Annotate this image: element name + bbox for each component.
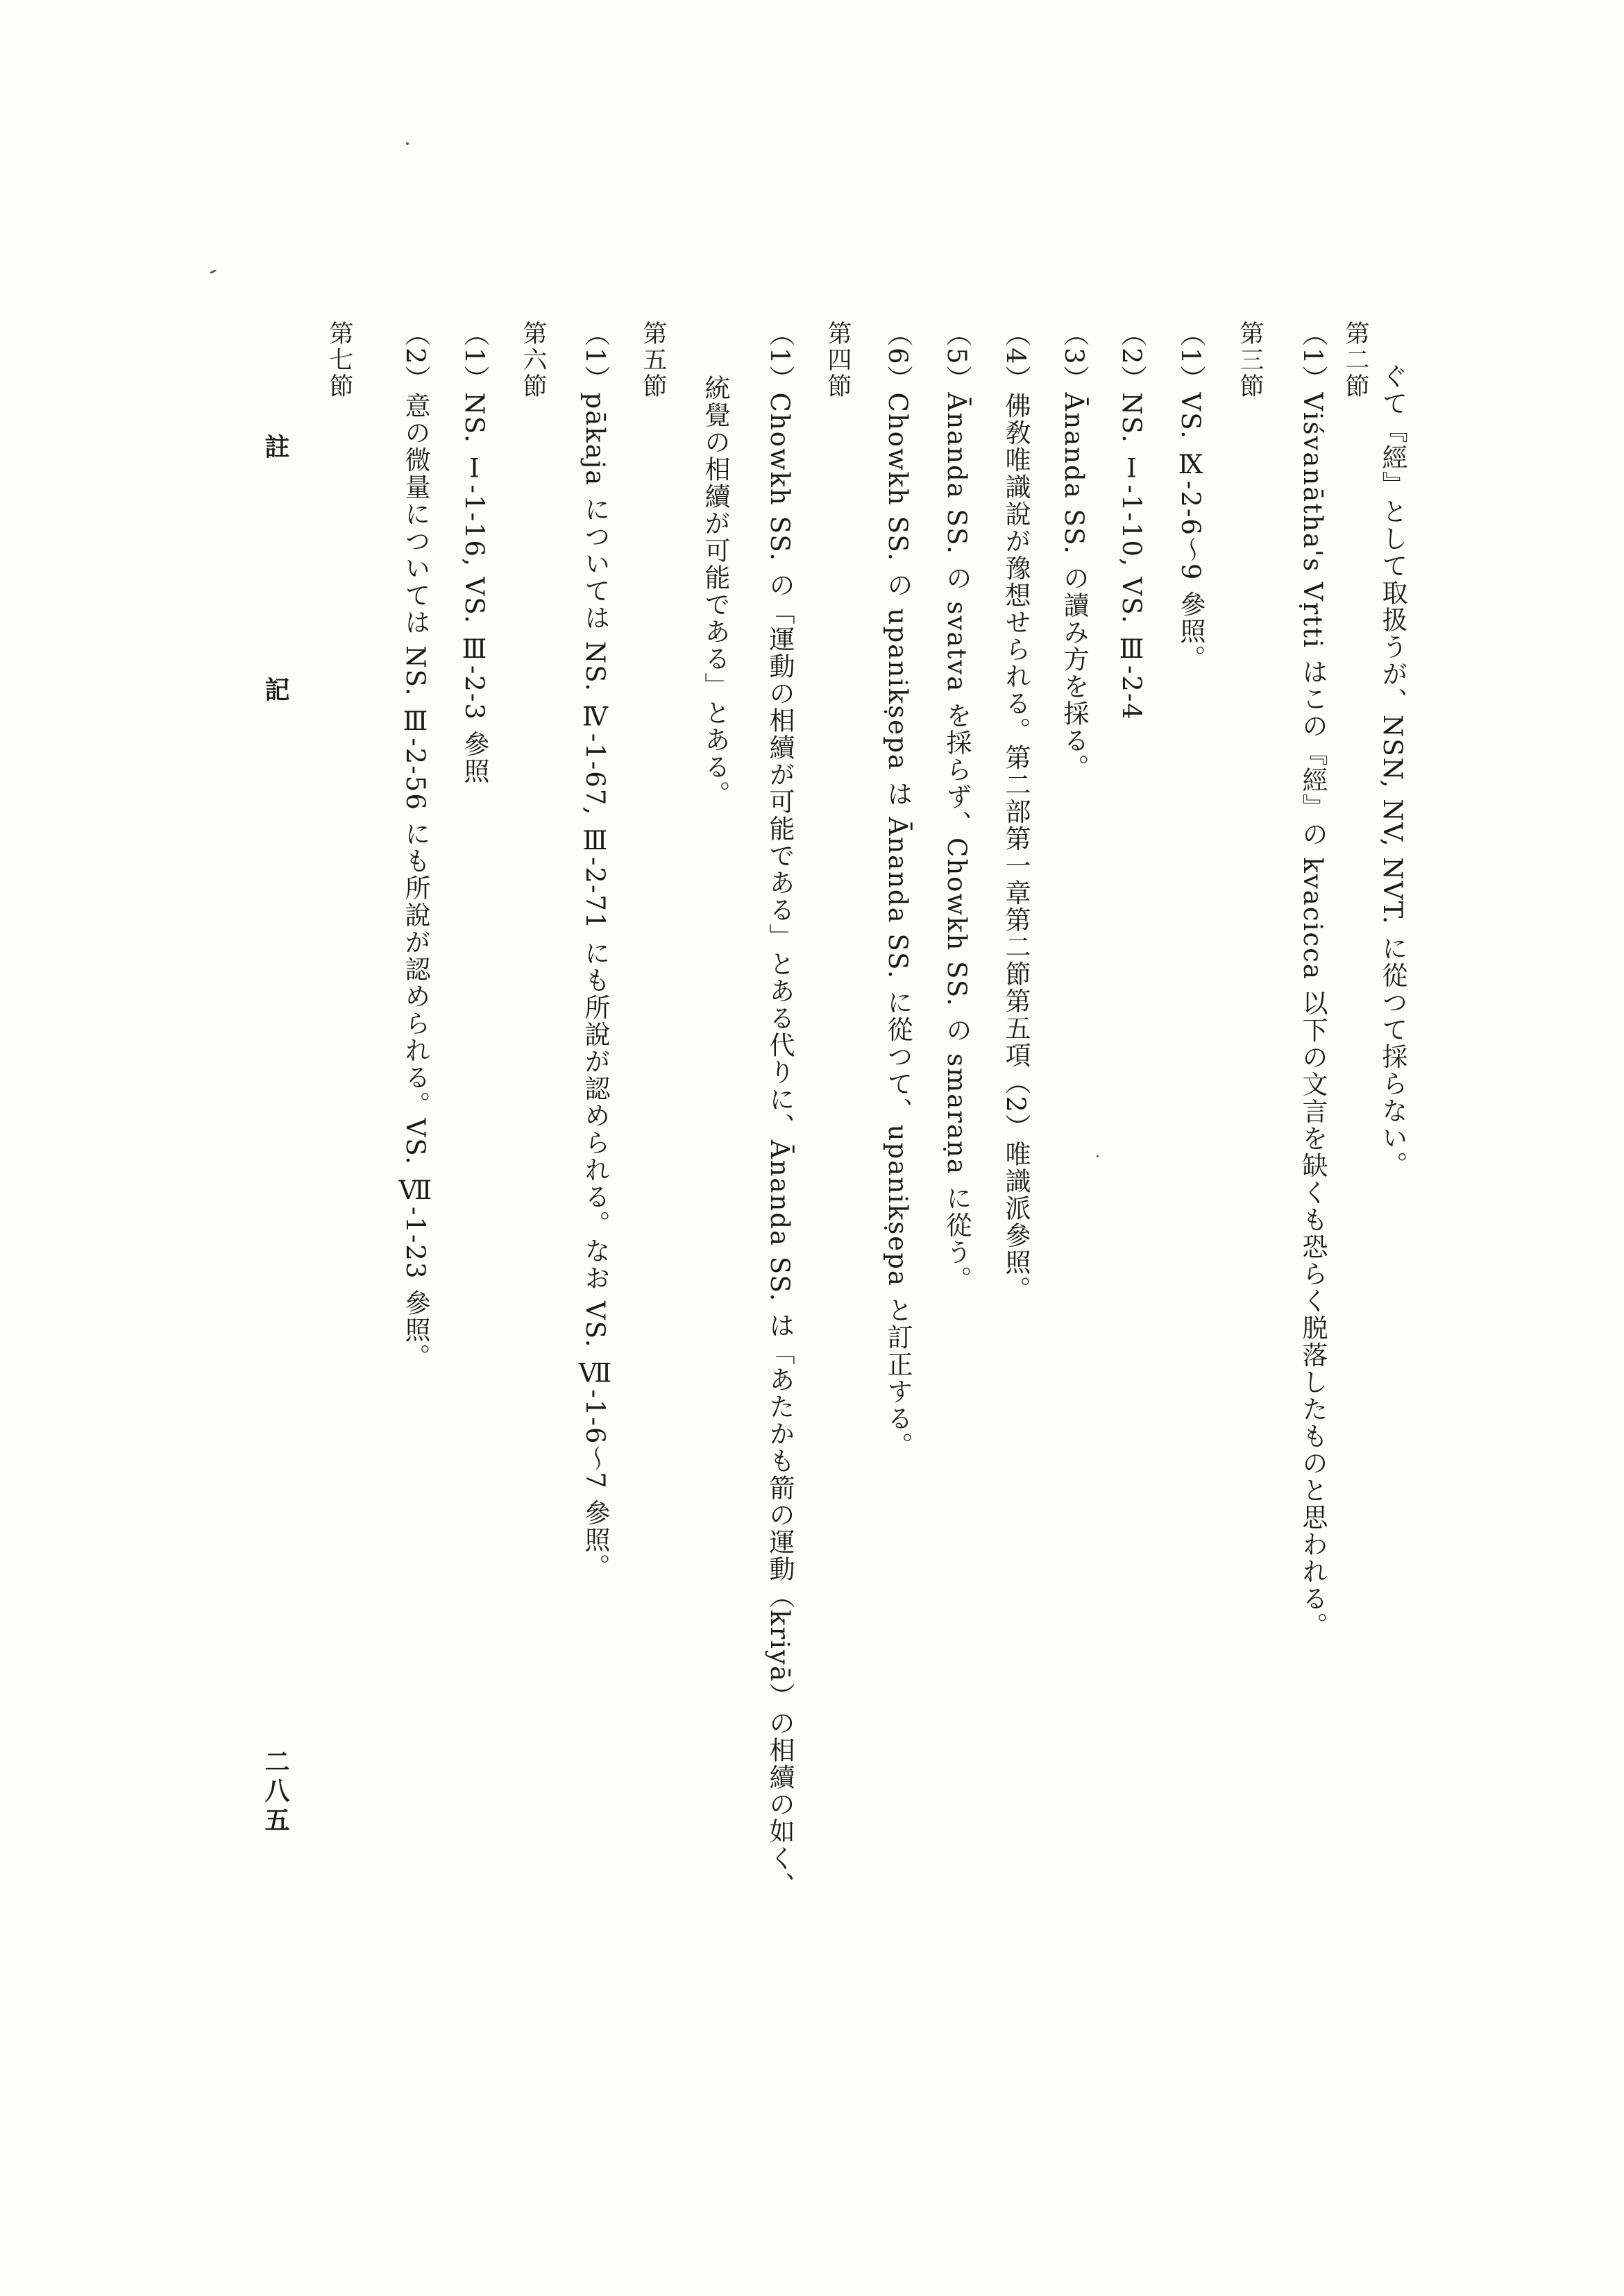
note-2-1: （1）Viśvanātha's Vṛtti はこの『經』の kvacicca 以下の文言を缺くも恐らく脱落したものと思われる。 — [1298, 321, 1328, 1640]
note-6-2: （2）意の微量については NS. Ⅲ-2-56 にも所說が認められる。VS. Ⅶ-1-23 參照。 — [400, 321, 430, 1371]
section-heading-2: 第二節 — [1342, 321, 1369, 400]
section-heading-3: 第三節 — [1236, 321, 1264, 400]
note-4-1: （1）Chowkh SS. の「運動の相續が可能である」とある代りに、Ānanda SS. は「あたかも箭の運動（kriyā）の相續の如く、 — [765, 321, 795, 1899]
note-3-5: （5）Ānanda SS. の svatva を採らず、Chowkh SS. の smaraṇa に從う。 — [942, 321, 972, 1293]
note-3-3: （3）Ānanda SS. の讀み方を採る。 — [1059, 321, 1089, 781]
running-head-char-2: 記 — [261, 677, 290, 701]
note-6-1: （1）NS. Ⅰ-1-16, VS. Ⅲ-2-3 參照 — [459, 321, 489, 785]
note-3-4: （4）佛敎唯識說が豫想せられる。第二部第一章第二節第五項（2）唯識派參照。 — [1001, 321, 1031, 1304]
note-3-2: （2）NS. Ⅰ-1-10, VS. Ⅲ-2-4 — [1117, 321, 1147, 721]
note-4-1-cont: 統覺の相續が可能である」とある。 — [700, 375, 730, 808]
page-number: 二八五 — [261, 1749, 290, 1836]
running-head-char-1: 註 — [261, 434, 290, 459]
scan-speck — [210, 269, 217, 274]
note-3-6: （6）Chowkh SS. の upanikṣepa は Ānanda SS. に從つて、upanikṣepa と訂正する。 — [883, 321, 913, 1459]
scan-speck — [406, 142, 409, 145]
note-5-1: （1）pākaja については NS. Ⅳ-1-67, Ⅲ-2-71 にも所說が認められる。なお VS. Ⅶ-1-6～7 參照。 — [580, 321, 610, 1581]
line-continuation: ぐて『經』として取扱うが、NSN, NV, NVT. に從つて採らない。 — [1378, 363, 1407, 1179]
section-heading-6: 第六節 — [519, 321, 547, 400]
section-heading-4: 第四節 — [824, 321, 852, 400]
note-3-1: （1）VS. Ⅸ-2-6～9 參照。 — [1176, 321, 1206, 672]
section-heading-5: 第五節 — [639, 321, 667, 400]
scan-speck — [1097, 1155, 1099, 1157]
section-heading-7: 第七節 — [325, 321, 353, 400]
